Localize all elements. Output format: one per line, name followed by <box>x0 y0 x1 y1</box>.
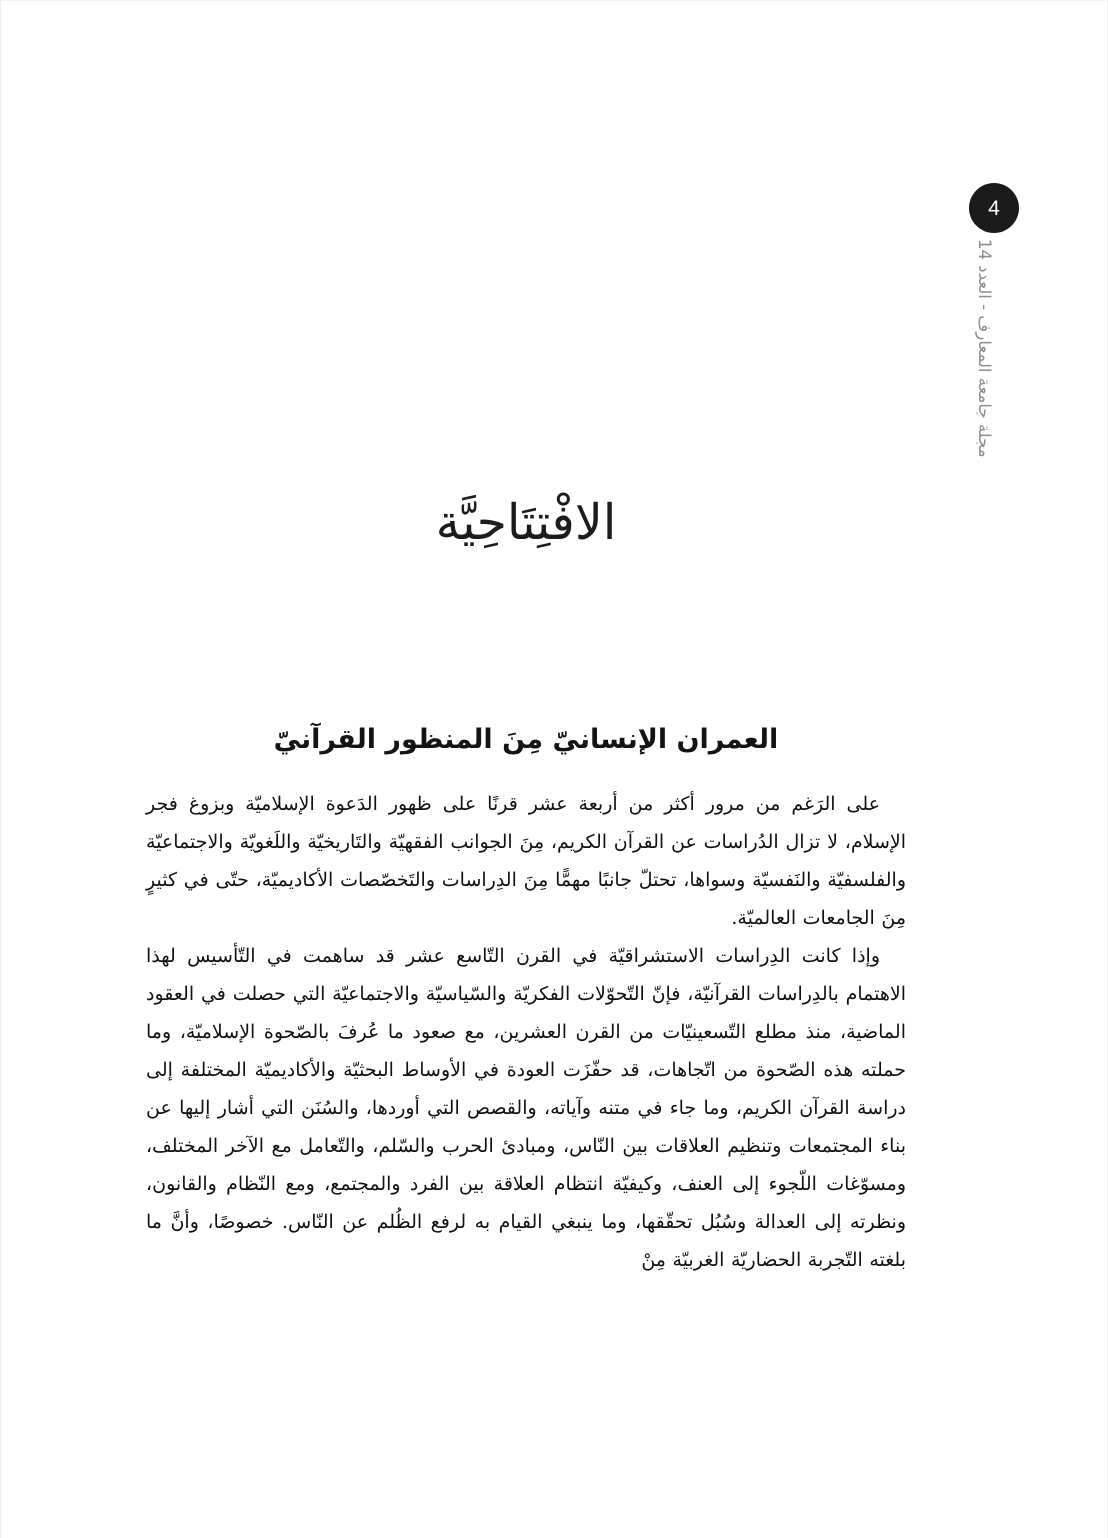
page-content <box>146 1 906 1538</box>
section-title: الافْتِتَاحِيَّة <box>435 493 617 551</box>
journal-issue-label: مجلة جامعة المعارف - العدد 14 <box>975 239 994 458</box>
body-text-block <box>146 785 906 1279</box>
article-title: العمران الإنسانيّ مِنَ المنظور القرآنيّ <box>273 724 779 756</box>
body-paragraph: وإذا كانت الدِراسات الاستشراقيّة في القرن التّاسع عشر قد ساهمت في التّأسيس لهذا الاهتمام بالدِراسات القرآنيّة، فإنّ التّحوّلات الفكريّة والسّياسيّة والاجتماعيّة التي حصلت في العقود الماضية، منذ مطلع التّسعينيّات من القرن العشرين، مع صعود ما عُرفَ بالصّحوة الإسلاميّة، وما حملته هذه الصّحوة من اتّجاهات، قد حفّزَت العودة في الأوساط البحثيّة والأكاديميّة المختلفة إلى دراسة القرآن الكريم، وما جاء في متنه وآياته، والقصص التي أوردها، والسُنَن التي أشار إليها عن بناء المجتمعات وتنظيم العلاقات بين النّاس، ومبادئ الحرب والسّلم، والتّعامل مع الآخر المختلف، ومسوّغات اللّجوء إلى العنف، وكيفيّة انتظام العلاقة بين الفرد والمجتمع، ومع النّظام والقانون، ونظرته إلى العدالة وسُبُل تحقّقها، وما ينبغي القيام به لرفع الظُلم عن النّاس. خصوصًا، وأنَّ ما بلغته التّجربة الحضاريّة الغربيّة مِنْ <box>146 945 906 1271</box>
page-number-badge: 4 <box>969 183 1019 233</box>
body-paragraph: على الرَغم من مرور أكثر من أربعة عشر قرنًا على ظهور الدَعوة الإسلاميّة وبزوغ فجر الإسلام، لا تزال الدُراسات عن القرآن الكريم، مِنَ الجوانب الفقهيّة والتَاريخيّة واللَغويّة والاجتماعيّة والفلسفيّة والنَفسيّة وسواها، تحتلّ جانبًا مهمًّا مِنَ الدِراسات والتَخصّصات الأكاديميّة، حتّى في كثيرٍ مِنَ الجامعات العالميّة. <box>146 793 906 929</box>
